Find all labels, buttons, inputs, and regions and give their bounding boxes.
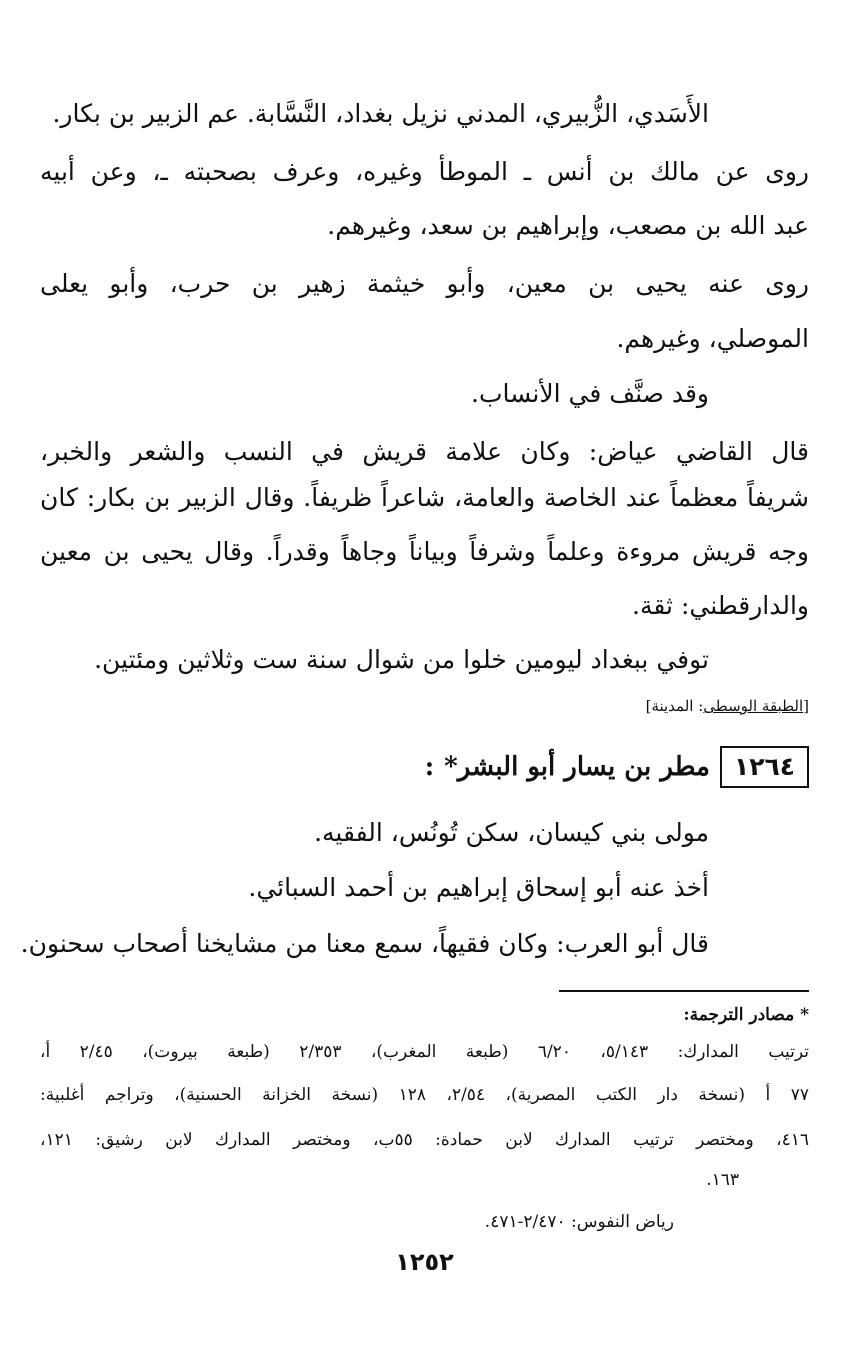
entry-name [444, 750, 710, 784]
text-line-7: قال القاضي عياض: وكان علامة قريش في النسب والشعر والخبر، [40, 437, 809, 466]
entry-line-2: أخذ عنه أبو إسحاق إبراهيم بن أحمد السبائي. [248, 873, 709, 902]
text-line-8: شريفاً معظماً عند الخاصة والعامة، شاعراً ظريفاً. وقال الزبير بن بكار: كان [40, 483, 809, 512]
footnote-star: * [444, 752, 458, 782]
text-line-6: وقد صنَّف في الأنساب. [471, 379, 709, 408]
footnote-line-4: ١٦٣. [706, 1170, 739, 1190]
tabaqa-separator: : [693, 697, 704, 715]
footnote-title: * مصادر الترجمة: [683, 1005, 809, 1025]
text-line-5: الموصلي، وغيرهم. [616, 324, 809, 353]
footnote-line-1: ترتيب المدارك: ٥/١٤٣، ٦/٢٠ (طبعة المغرب)، ٢/٣٥٣ (طبعة بيروت)، ٢/٤٥ أ، [40, 1042, 809, 1062]
text-line-2: روى عن مالك بن أنس ـ الموطأ وغيره، وعرف بصحبته ـ، وعن أبيه [40, 157, 809, 186]
footnote-divider [559, 990, 809, 992]
tabaqa-open-bracket: [ [803, 697, 809, 715]
footnote-line-5: رياض النفوس: ٢/٤٧٠-٤٧١. [484, 1212, 674, 1232]
entry-line-1: مولى بني كيسان، سكن تُونُس، الفقيه. [314, 818, 709, 847]
footnote-line-3: ٤١٦، ومختصر ترتيب المدارك لابن حمادة: ٥٥ب، ومختصر المدارك لابن رشيق: ١٢١، [40, 1130, 809, 1150]
tabaqa-name: الطبقة الوسطى [703, 697, 804, 715]
entry-number-box: ١٢٦٤ [720, 746, 809, 788]
tabaqa-label [646, 696, 809, 716]
text-line-1: الأَسَدي، الزُّبيري، المدني نزيل بغداد، النَّسَّابة. عم الزبير بن بكار. [52, 99, 709, 128]
tabaqa-place: المدينة [651, 697, 694, 715]
footnote-line-2: ٧٧ أ (نسخة دار الكتب المصرية)، ٢/٥٤، ١٢٨ (نسخة الخزانة الحسنية)، وتراجم أغلبية: [40, 1085, 809, 1105]
entry-colon: : [424, 752, 435, 782]
text-line-3: عبد الله بن مصعب، وإبراهيم بن سعد، وغيرهم. [327, 211, 809, 240]
entry-name-text: مطر بن يسار أبو البشر [457, 752, 710, 782]
tabaqa-close-bracket: ] [645, 697, 652, 715]
text-line-10: والدارقطني: ثقة. [632, 591, 809, 620]
entry-heading [425, 746, 809, 788]
text-line-11: توفي ببغداد ليومين خلوا من شوال سنة ست وثلاثين ومئتين. [94, 645, 709, 674]
text-line-4: روى عنه يحيى بن معين، وأبو خيثمة زهير بن حرب، وأبو يعلى [40, 269, 809, 298]
text-line-9: وجه قريش مروءة وعلماً وشرفاً وبياناً وجاهاً وقدراً. وقال يحيى بن معين [40, 537, 809, 566]
entry-line-3: قال أبو العرب: وكان فقيهاً، سمع معنا من مشايخنا أصحاب سحنون. [20, 929, 709, 958]
page-number: ١٢٥٢ [395, 1248, 454, 1276]
